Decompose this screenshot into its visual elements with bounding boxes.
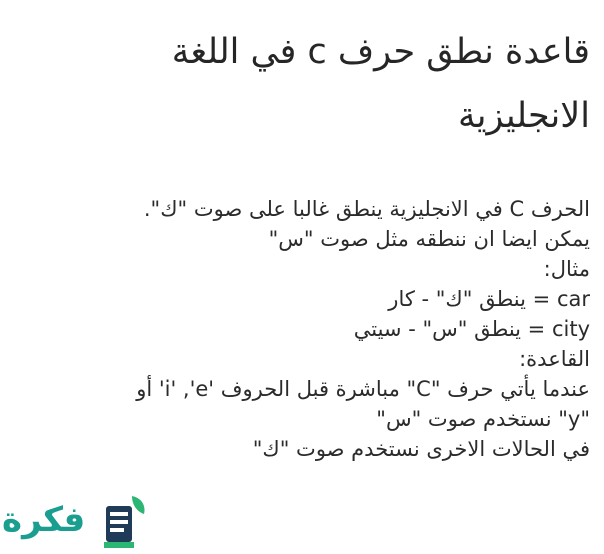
article-body xyxy=(0,194,590,464)
body-line: يمكن ايضا ان ننطقه مثل صوت "س" xyxy=(268,227,590,251)
article-title xyxy=(20,20,590,148)
title-line-1: قاعدة نطق حرف c في اللغة xyxy=(171,32,590,72)
body-line: car = ينطق "ك" - كار xyxy=(388,287,590,311)
body-line: في الحالات الاخرى نستخدم صوت "ك" xyxy=(252,437,590,461)
body-line: "y" نستخدم صوت "س" xyxy=(376,407,590,431)
logo-text: فكرة xyxy=(2,500,86,540)
book-leaf-icon xyxy=(96,494,150,552)
title-line-2: الانجليزية xyxy=(458,96,590,136)
site-logo[interactable] xyxy=(0,494,150,552)
body-line: مثال: xyxy=(543,257,590,281)
body-line: الحرف C في الانجليزية ينطق غالبا على صوت "ك". xyxy=(143,197,590,221)
body-line: القاعدة: xyxy=(519,347,590,371)
body-line: عندما يأتي حرف "C" مباشرة قبل الحروف 'i' ,'e' أو xyxy=(136,377,590,401)
body-line: city = ينطق "س" - سيتي xyxy=(353,317,590,341)
